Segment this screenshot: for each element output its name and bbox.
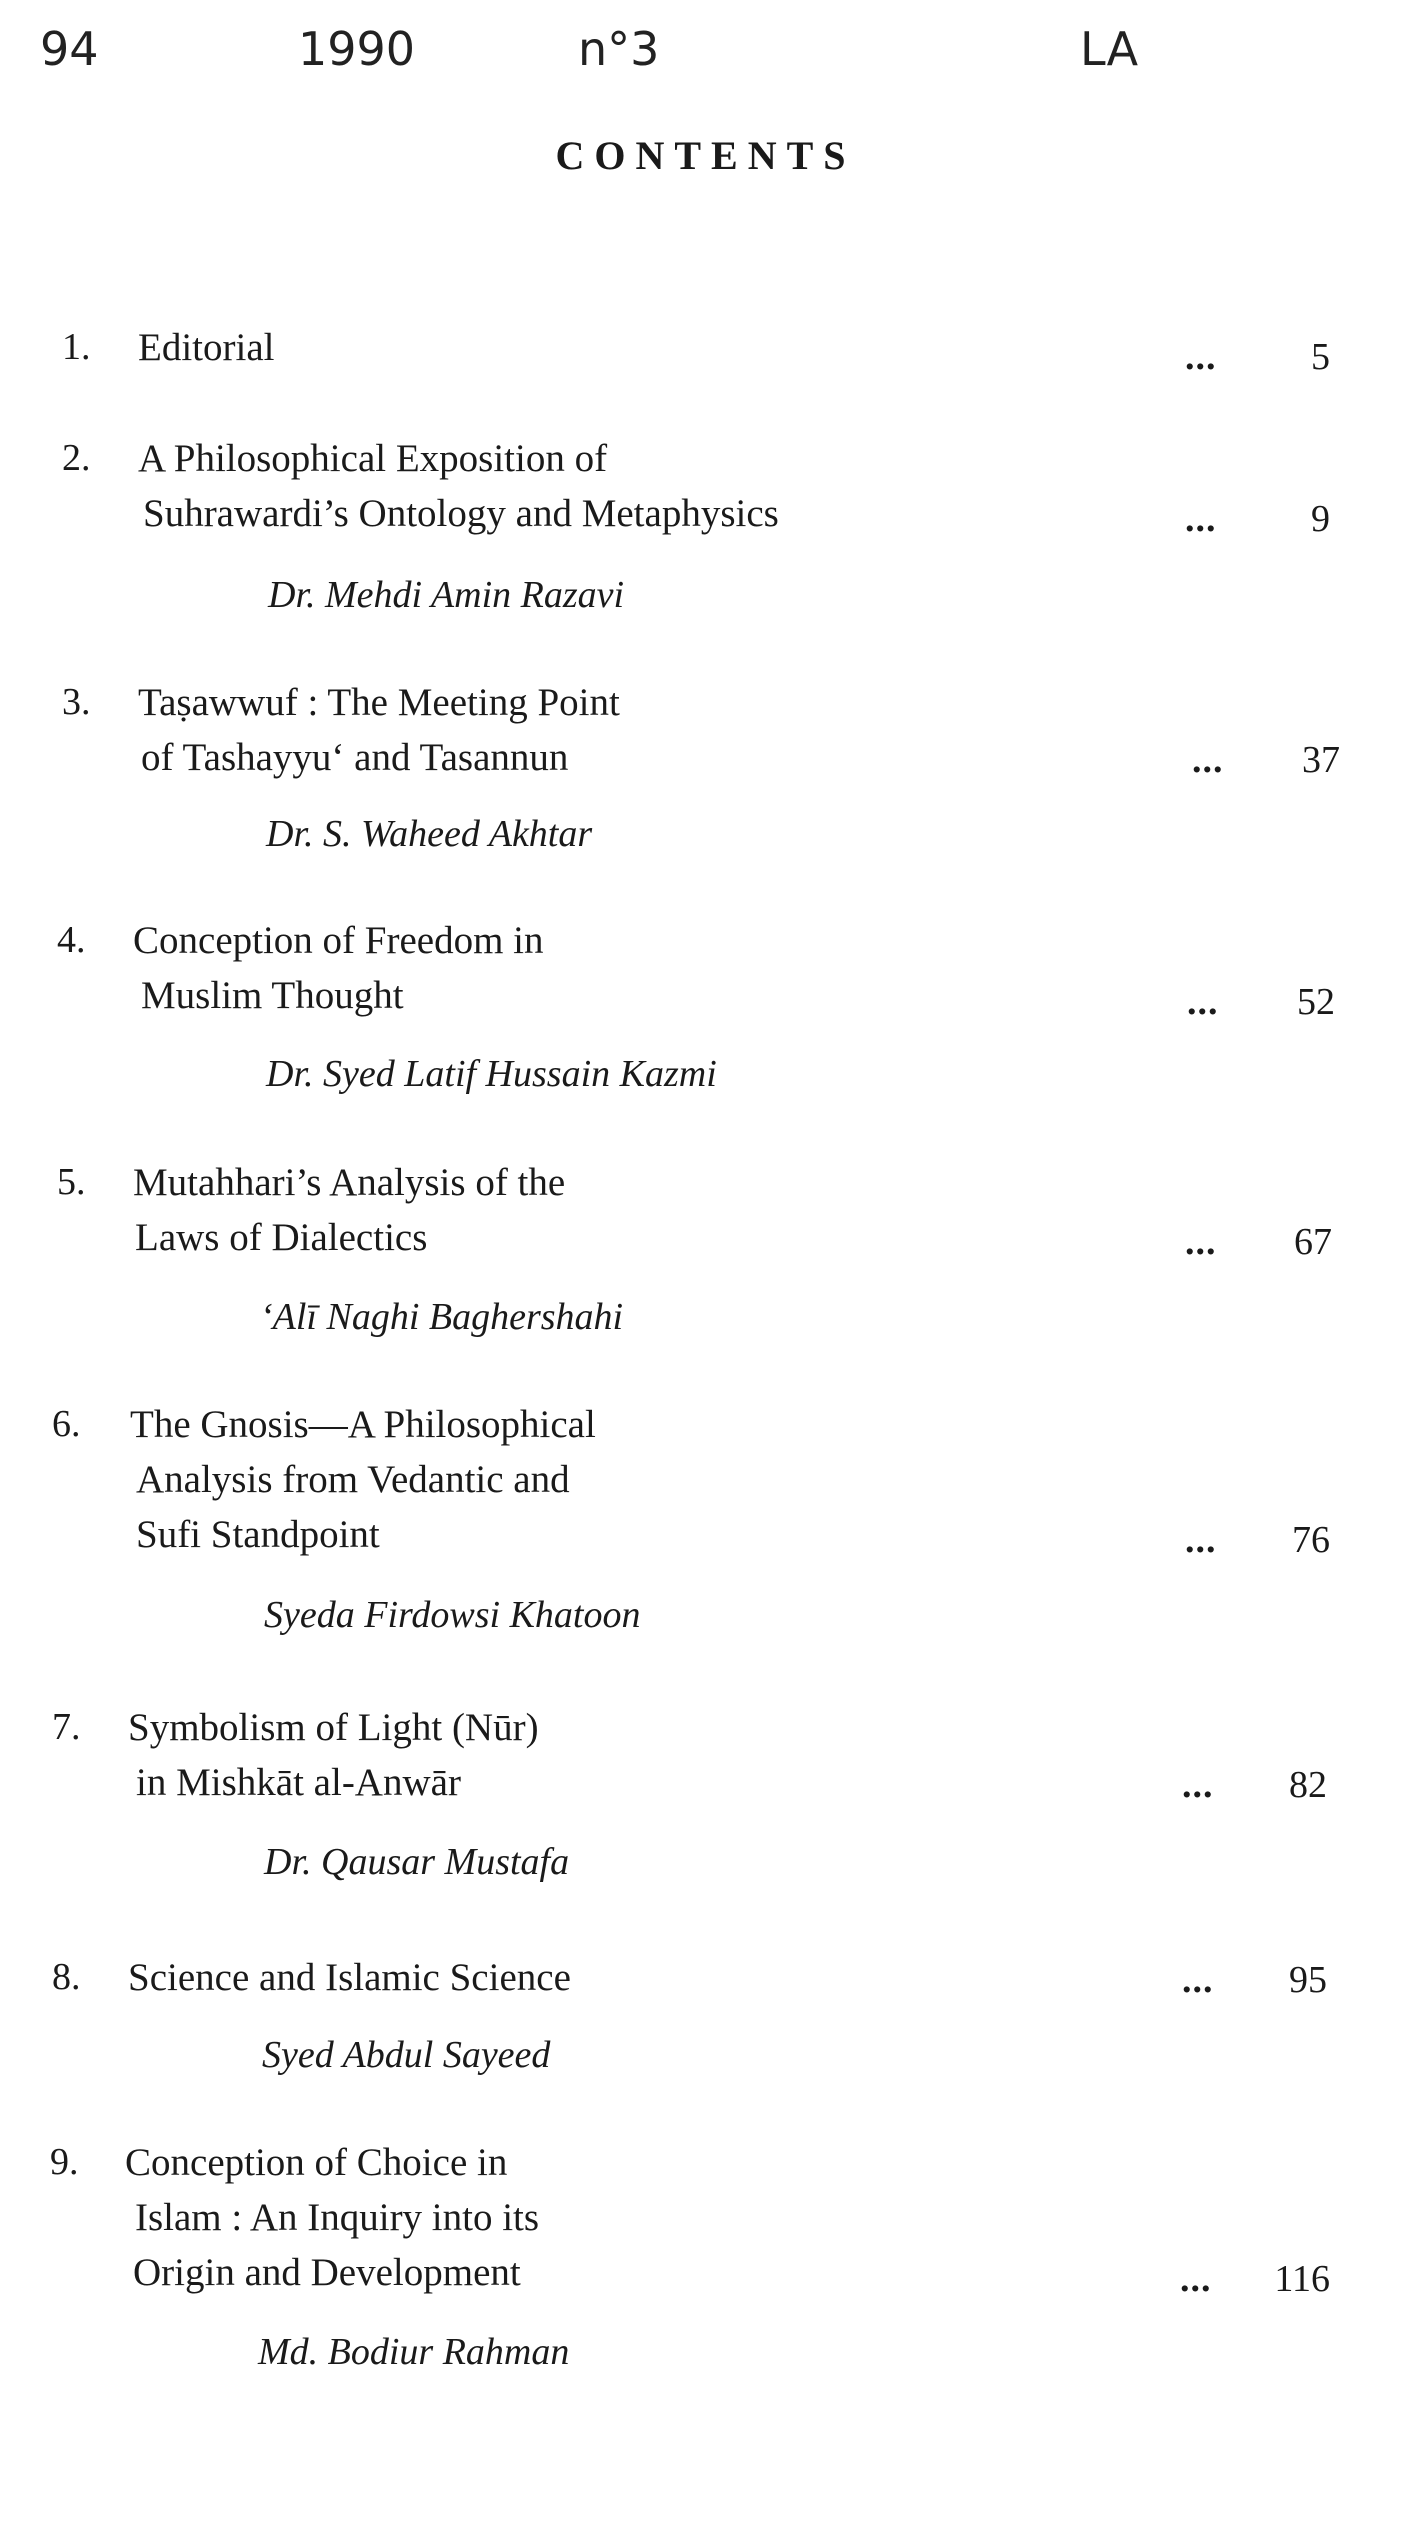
entry-number: 7. [52, 1706, 81, 1748]
entry-title-line: Conception of Choice in [125, 2141, 508, 2184]
entry-title-line: Muslim Thought [141, 974, 404, 1017]
page-number: 9 [1311, 498, 1330, 540]
dot-leader: ... [1182, 1764, 1214, 1806]
dot-leader: ... [1185, 336, 1217, 378]
entry-title-line: Origin and Development [133, 2251, 521, 2294]
entry-title-line: Suhrawardi’s Ontology and Metaphysics [143, 492, 779, 535]
entry-title-line: Science and Islamic Science [128, 1956, 571, 1999]
page-number: 52 [1297, 981, 1335, 1023]
page-number: 95 [1289, 1959, 1327, 2001]
entry-author: Dr. S. Waheed Akhtar [266, 813, 593, 855]
entry-title-line: of Tashayyuʻ and Tasannun [141, 736, 569, 779]
page-number: 82 [1289, 1764, 1327, 1806]
entry-author: Dr. Syed Latif Hussain Kazmi [266, 1053, 717, 1095]
entry-number: 2. [62, 437, 91, 479]
entry-title-line: Symbolism of Light (Nūr) [128, 1706, 539, 1749]
entry-author: Dr. Qausar Mustafa [264, 1841, 570, 1883]
entry-title-line: Conception of Freedom in [133, 919, 544, 962]
dot-leader: ... [1187, 981, 1219, 1023]
entry-author: ‘Alī Naghi Baghershahi [260, 1296, 624, 1338]
dot-leader: ... [1185, 1519, 1217, 1561]
page-title: CONTENTS [555, 133, 856, 178]
dot-leader: ... [1182, 1959, 1214, 2001]
entry-number: 4. [57, 919, 86, 961]
entry-title-line: in Mishkāt al-Anwār [136, 1761, 461, 1804]
entry-title-line: Analysis from Vedantic and [136, 1458, 570, 1501]
entry-title-line: Editorial [138, 326, 275, 369]
entry-title-line: Mutahhari’s Analysis of the [133, 1161, 566, 1204]
entry-number: 5. [57, 1161, 86, 1203]
entry-author: Syed Abdul Sayeed [262, 2034, 551, 2076]
entry-number: 1. [62, 326, 91, 368]
page-number: 116 [1274, 2258, 1330, 2300]
entry-title-line: Islam : An Inquiry into its [135, 2196, 540, 2239]
dot-leader: ... [1180, 2258, 1212, 2300]
handwritten-note-right: LA [1080, 22, 1139, 76]
entry-title-line: A Philosophical Exposition of [138, 437, 608, 480]
entry-number: 6. [52, 1403, 81, 1445]
entry-title-line: The Gnosis—A Philosophical [130, 1403, 596, 1446]
entry-title-line: Sufi Standpoint [136, 1513, 380, 1556]
entry-title-line: Taṣawwuf : The Meeting Point [138, 681, 620, 724]
page-number: 67 [1294, 1221, 1332, 1263]
entry-author: Dr. Mehdi Amin Razavi [268, 574, 625, 616]
dot-leader: ... [1192, 739, 1224, 781]
entry-number: 3. [62, 681, 91, 723]
dot-leader: ... [1185, 1221, 1217, 1263]
entry-author: Syeda Firdowsi Khatoon [264, 1594, 641, 1636]
page-number: 5 [1311, 336, 1330, 378]
dot-leader: ... [1185, 498, 1217, 540]
entry-author: Md. Bodiur Rahman [258, 2331, 570, 2373]
handwritten-note-year: 1990 [298, 22, 416, 76]
handwritten-note-issue: n°3 [578, 22, 660, 76]
entry-number: 9. [50, 2141, 79, 2183]
entry-title-line: Laws of Dialectics [135, 1216, 428, 1259]
handwritten-note-left: 94 [40, 22, 99, 76]
entry-number: 8. [52, 1956, 81, 1998]
page-number: 76 [1292, 1519, 1330, 1561]
page-number: 37 [1302, 739, 1340, 781]
